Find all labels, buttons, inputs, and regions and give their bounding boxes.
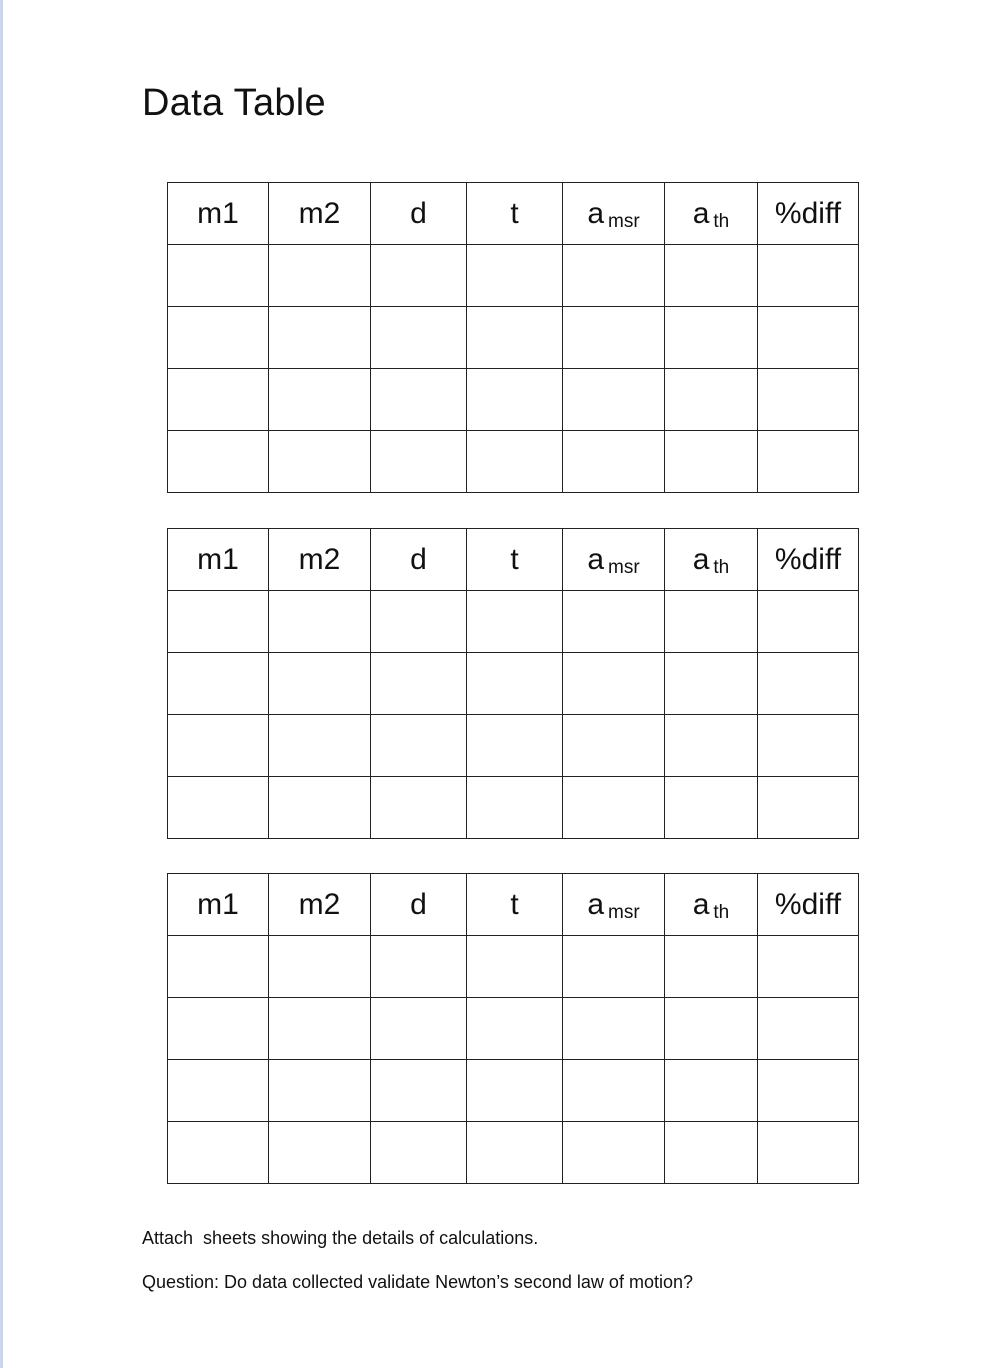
header-a-th: a th bbox=[665, 183, 758, 245]
table-cell[interactable] bbox=[758, 431, 859, 493]
table-cell[interactable] bbox=[563, 1122, 665, 1184]
table-cell[interactable] bbox=[665, 245, 758, 307]
table-row bbox=[168, 1122, 859, 1184]
attach-note: Attach sheets showing the details of calculations. bbox=[142, 1228, 539, 1248]
table-cell[interactable] bbox=[665, 777, 758, 839]
table-cell[interactable] bbox=[563, 653, 665, 715]
header-a-msr: a msr bbox=[563, 183, 665, 245]
header-t: t bbox=[467, 183, 563, 245]
table-cell[interactable] bbox=[665, 653, 758, 715]
header-percent-diff: %diff bbox=[758, 183, 859, 245]
table-cell[interactable] bbox=[168, 591, 269, 653]
table-cell[interactable] bbox=[758, 591, 859, 653]
table-cell[interactable] bbox=[665, 1060, 758, 1122]
header-m2: m2 bbox=[269, 183, 371, 245]
table-row bbox=[168, 715, 859, 777]
header-a-th: a th bbox=[665, 874, 758, 936]
header-d: d bbox=[371, 874, 467, 936]
table-cell[interactable] bbox=[758, 245, 859, 307]
table-cell[interactable] bbox=[563, 1060, 665, 1122]
table-cell[interactable] bbox=[269, 431, 371, 493]
page-title: Data Table bbox=[142, 82, 326, 124]
table-cell[interactable] bbox=[371, 1122, 467, 1184]
table-cell[interactable] bbox=[371, 245, 467, 307]
table-cell[interactable] bbox=[563, 715, 665, 777]
table-cell[interactable] bbox=[269, 653, 371, 715]
table-row bbox=[168, 936, 859, 998]
table-cell[interactable] bbox=[269, 245, 371, 307]
header-t: t bbox=[467, 529, 563, 591]
table-cell[interactable] bbox=[269, 1122, 371, 1184]
header-d: d bbox=[371, 529, 467, 591]
header-m1: m1 bbox=[168, 183, 269, 245]
table-cell[interactable] bbox=[467, 998, 563, 1060]
table-cell[interactable] bbox=[269, 591, 371, 653]
table-cell[interactable] bbox=[371, 307, 467, 369]
table-cell[interactable] bbox=[168, 715, 269, 777]
table-cell[interactable] bbox=[168, 936, 269, 998]
table-cell[interactable] bbox=[665, 307, 758, 369]
table-cell[interactable] bbox=[269, 307, 371, 369]
table-row bbox=[168, 431, 859, 493]
table-cell[interactable] bbox=[758, 998, 859, 1060]
table-row bbox=[168, 591, 859, 653]
table-cell[interactable] bbox=[269, 369, 371, 431]
table-cell[interactable] bbox=[665, 591, 758, 653]
table-cell[interactable] bbox=[168, 307, 269, 369]
table-cell[interactable] bbox=[371, 715, 467, 777]
header-a-msr: a msr bbox=[563, 874, 665, 936]
header-m2: m2 bbox=[269, 529, 371, 591]
table-cell[interactable] bbox=[563, 431, 665, 493]
table-cell[interactable] bbox=[168, 369, 269, 431]
table-cell[interactable] bbox=[467, 653, 563, 715]
table-cell[interactable] bbox=[563, 369, 665, 431]
table-cell[interactable] bbox=[371, 369, 467, 431]
table-cell[interactable] bbox=[563, 777, 665, 839]
table-cell[interactable] bbox=[467, 431, 563, 493]
table-row bbox=[168, 245, 859, 307]
table-cell[interactable] bbox=[371, 591, 467, 653]
table-cell[interactable] bbox=[371, 777, 467, 839]
table-cell[interactable] bbox=[758, 369, 859, 431]
question-note: Question: Do data collected validate Newton’s second law of motion? bbox=[142, 1272, 693, 1292]
table-cell[interactable] bbox=[371, 1060, 467, 1122]
header-row bbox=[168, 874, 859, 936]
table-cell[interactable] bbox=[168, 245, 269, 307]
table-cell[interactable] bbox=[665, 369, 758, 431]
table-cell[interactable] bbox=[168, 653, 269, 715]
table-row bbox=[168, 998, 859, 1060]
table-row bbox=[168, 369, 859, 431]
table-cell[interactable] bbox=[758, 777, 859, 839]
table-cell[interactable] bbox=[467, 245, 563, 307]
table-cell[interactable] bbox=[371, 998, 467, 1060]
header-percent-diff: %diff bbox=[758, 529, 859, 591]
table-cell[interactable] bbox=[371, 431, 467, 493]
header-t: t bbox=[467, 874, 563, 936]
table-cell[interactable] bbox=[563, 245, 665, 307]
header-d: d bbox=[371, 183, 467, 245]
table-cell[interactable] bbox=[168, 1060, 269, 1122]
table-cell[interactable] bbox=[665, 431, 758, 493]
table-cell[interactable] bbox=[467, 777, 563, 839]
table-cell[interactable] bbox=[563, 936, 665, 998]
data-table-3 bbox=[167, 873, 859, 1184]
table-cell[interactable] bbox=[168, 777, 269, 839]
table-cell[interactable] bbox=[467, 591, 563, 653]
table-cell[interactable] bbox=[665, 1122, 758, 1184]
data-table-2 bbox=[167, 528, 859, 839]
table-cell[interactable] bbox=[665, 936, 758, 998]
table-cell[interactable] bbox=[563, 998, 665, 1060]
table-cell[interactable] bbox=[758, 1060, 859, 1122]
table-cell[interactable] bbox=[168, 1122, 269, 1184]
header-m1: m1 bbox=[168, 529, 269, 591]
table-cell[interactable] bbox=[269, 998, 371, 1060]
table-cell[interactable] bbox=[665, 715, 758, 777]
header-m2: m2 bbox=[269, 874, 371, 936]
data-table-1 bbox=[167, 182, 859, 493]
header-a-th: a th bbox=[665, 529, 758, 591]
page-left-edge bbox=[0, 0, 3, 1368]
table-cell[interactable] bbox=[371, 936, 467, 998]
table-row bbox=[168, 653, 859, 715]
table-row bbox=[168, 1060, 859, 1122]
table-cell[interactable] bbox=[758, 936, 859, 998]
table-cell[interactable] bbox=[467, 1122, 563, 1184]
table-cell[interactable] bbox=[467, 307, 563, 369]
header-a-msr: a msr bbox=[563, 529, 665, 591]
table-cell[interactable] bbox=[168, 998, 269, 1060]
header-row bbox=[168, 529, 859, 591]
table-cell[interactable] bbox=[168, 431, 269, 493]
table-row bbox=[168, 777, 859, 839]
table-cell[interactable] bbox=[665, 998, 758, 1060]
table-cell[interactable] bbox=[563, 591, 665, 653]
table-cell[interactable] bbox=[269, 1060, 371, 1122]
table-cell[interactable] bbox=[758, 1122, 859, 1184]
table-cell[interactable] bbox=[758, 715, 859, 777]
header-percent-diff: %diff bbox=[758, 874, 859, 936]
header-m1: m1 bbox=[168, 874, 269, 936]
table-cell[interactable] bbox=[269, 936, 371, 998]
table-cell[interactable] bbox=[467, 369, 563, 431]
table-cell[interactable] bbox=[269, 715, 371, 777]
table-cell[interactable] bbox=[269, 777, 371, 839]
table-cell[interactable] bbox=[758, 307, 859, 369]
table-cell[interactable] bbox=[563, 307, 665, 369]
table-cell[interactable] bbox=[467, 1060, 563, 1122]
header-row bbox=[168, 183, 859, 245]
table-row bbox=[168, 307, 859, 369]
table-cell[interactable] bbox=[467, 936, 563, 998]
table-cell[interactable] bbox=[758, 653, 859, 715]
table-cell[interactable] bbox=[467, 715, 563, 777]
table-cell[interactable] bbox=[371, 653, 467, 715]
